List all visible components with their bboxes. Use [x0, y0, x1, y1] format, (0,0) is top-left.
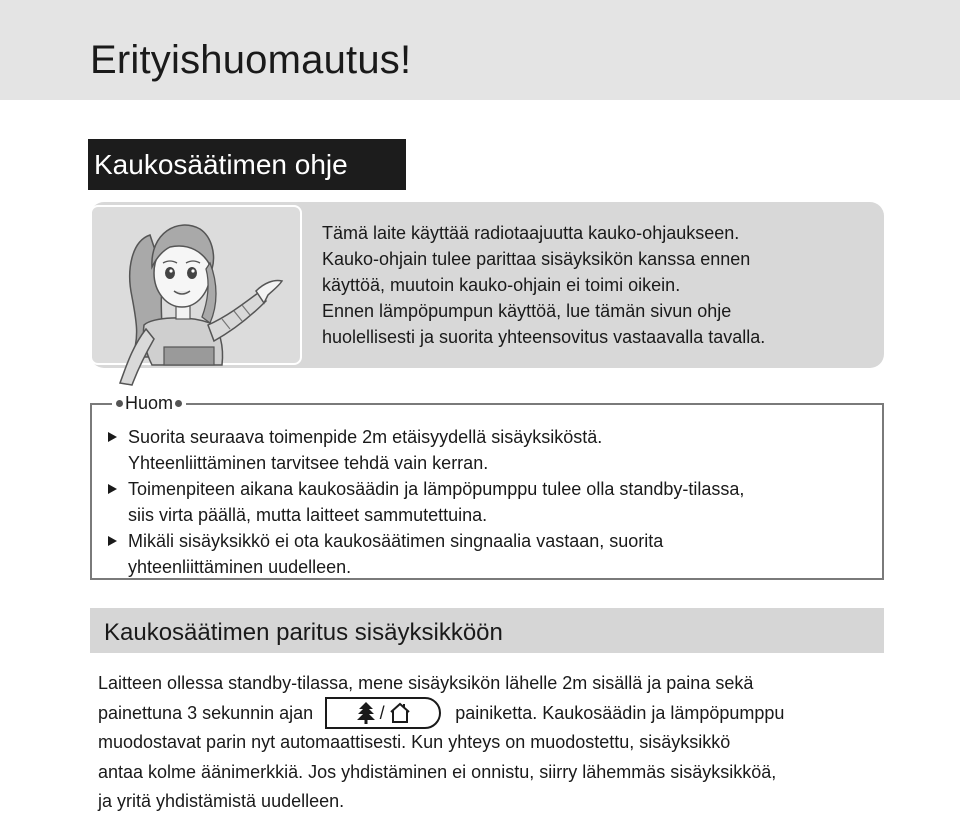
- note-line: siis virta päällä, mutta laitteet sammutettuina.: [128, 505, 488, 525]
- triangle-bullet-icon: [108, 536, 117, 546]
- intro-line: Ennen lämpöpumpun käyttöä, lue tämän sivun ohje: [322, 301, 732, 321]
- bullet-dot-icon: [116, 400, 123, 407]
- intro-line: käyttöä, muutoin kauko-ohjain ei toimi oikein.: [322, 275, 681, 295]
- pairing-line: muodostavat parin nyt automaattisesti. Kun yhteys on muodostettu, sisäyksikkö: [98, 732, 731, 752]
- intro-line: Kauko-ohjain tulee parittaa sisäyksikön kanssa ennen: [322, 249, 751, 269]
- note-line: Toimenpiteen aikana kaukosäädin ja lämpöpumppu tulee olla standby-tilassa,: [128, 479, 745, 499]
- pairing-section-title: Kaukosäätimen paritus sisäyksikköön: [90, 608, 884, 653]
- note-label: [112, 392, 186, 414]
- pairing-text: [98, 669, 898, 817]
- pairing-line-with-button: [98, 699, 898, 729]
- intro-line: Tämä laite käyttää radiotaajuutta kauko-ohjaukseen.: [322, 223, 740, 243]
- intro-line: huolellisesti ja suorita yhteensovitus vastaavalla tavalla.: [322, 327, 766, 347]
- triangle-bullet-icon: [108, 432, 117, 442]
- guide-section-title: Kaukosäätimen ohje: [88, 139, 406, 190]
- bullet-dot-icon: [175, 400, 182, 407]
- house-icon: [388, 702, 412, 724]
- note-item: [106, 476, 876, 528]
- remote-pairing-button-illustration: [325, 697, 441, 729]
- note-item: [106, 528, 876, 580]
- page-title: Erityishuomautus!: [90, 38, 412, 82]
- intro-text: [322, 220, 878, 350]
- triangle-bullet-icon: [108, 484, 117, 494]
- note-list: [106, 424, 876, 580]
- button-separator: /: [379, 702, 385, 723]
- note-line: Suorita seuraava toimenpide 2m etäisyydellä sisäyksiköstä.: [128, 427, 603, 447]
- note-line: yhteenliittäminen uudelleen.: [128, 557, 352, 577]
- pairing-line-part: painiketta. Kaukosäädin ja lämpöpumppu: [455, 702, 785, 723]
- pairing-line: antaa kolme äänimerkkiä. Jos yhdistäminen ei onnistu, siirry lähemmäs sisäyksikköä,: [98, 761, 777, 782]
- note-line: Mikäli sisäyksikkö ei ota kaukosäätimen singnaalia vastaan, suorita: [128, 531, 664, 551]
- note-item: [106, 424, 876, 476]
- pairing-line-part: painettuna 3 sekunnin ajan: [98, 702, 314, 723]
- tree-icon: [355, 701, 377, 725]
- pairing-line: Laitteen ollessa standby-tilassa, mene sisäyksikön lähelle 2m sisällä ja paina sekä: [98, 673, 754, 693]
- woman-illustration: [92, 207, 304, 392]
- illustration-frame: [90, 205, 302, 365]
- pairing-line: ja yritä yhdistämistä uudelleen.: [98, 791, 345, 811]
- note-label-text: Huom: [125, 393, 174, 413]
- note-line: Yhteenliittäminen tarvitsee tehdä vain kerran.: [128, 453, 489, 473]
